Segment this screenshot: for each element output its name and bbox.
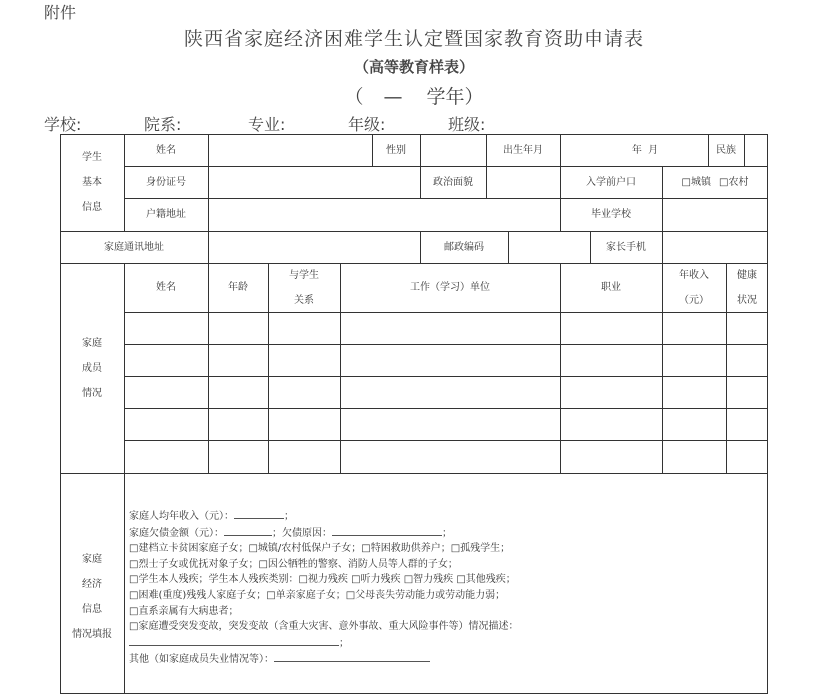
grid-line [124, 263, 125, 694]
col-health-header [726, 263, 768, 312]
form-subtitle: （高等教育样表） [353, 58, 474, 76]
econ-line-4[interactable]: □烈士子女或优抚对象子女；□因公牺牲的警察、消防人员等人群的子女； [129, 558, 458, 570]
econ-line-6[interactable]: □困难(重度)残残人家庭子女；□单亲家庭子女；□父母丧失劳动能力或劳动能力弱； [129, 589, 506, 601]
grid-line [124, 376, 768, 377]
family-l3: 情况 [82, 387, 102, 399]
hukou-type-options [662, 166, 768, 198]
ethnicity-label: 民族 [716, 144, 736, 156]
other-info-blank[interactable] [274, 651, 430, 662]
grid-line [486, 166, 487, 198]
grid-line [420, 134, 421, 166]
postcode-label: 邮政编码 [444, 241, 484, 253]
col-name-header: 姓名 [156, 282, 176, 293]
debt-amount-label: 家庭欠债金额（元）： [129, 527, 224, 539]
incident-description-blank[interactable] [129, 635, 339, 646]
econ-line-10 [129, 651, 518, 668]
econ-line-1-end: ； [284, 511, 294, 522]
econ-line-2 [129, 525, 518, 542]
gender-label: 性别 [386, 144, 406, 156]
name-label: 姓名 [156, 144, 176, 156]
family-section-label [60, 263, 124, 473]
col-job-header: 职业 [601, 282, 621, 293]
academic-year-line [0, 82, 828, 109]
col-health-l2: 状况 [737, 294, 757, 306]
debt-reason-blank[interactable] [332, 525, 442, 536]
grade-label: 年级: [348, 115, 386, 134]
hukou-address-label: 户籍地址 [146, 209, 186, 220]
grad-school-label: 毕业学校 [591, 209, 631, 220]
year-month-label: 年 月 [631, 144, 659, 156]
grid-line [124, 312, 768, 313]
class-label: 班级: [448, 115, 486, 134]
econ-line-9-end: ； [339, 637, 349, 649]
grid-line [208, 166, 209, 198]
form-title: 陕西省家庭经济困难学生认定暨国家教育资助申请表 [183, 28, 644, 50]
department-label: 院系: [144, 115, 182, 134]
col-health-l1: 健康 [737, 269, 757, 281]
grid-line [744, 134, 745, 166]
econ-line-2-end: ； [442, 527, 452, 539]
rural-checkbox[interactable]: □农村 [719, 176, 749, 188]
basic-l3: 信息 [82, 202, 102, 213]
economy-l1: 家庭 [82, 553, 102, 565]
debt-amount-blank[interactable] [224, 525, 272, 536]
basic-info-section-label [60, 134, 124, 231]
grid-line [124, 344, 768, 345]
other-info-label: 其他（如家庭成员失业情况等）： [129, 654, 274, 666]
economy-l4: 情况填报 [72, 628, 112, 640]
debt-reason-label: ；欠债原因： [272, 527, 332, 539]
col-work-header: 工作（学习）单位 [410, 282, 490, 293]
major-label: 专业: [248, 115, 286, 134]
pre-hukou-label: 入学前户口 [586, 176, 636, 188]
econ-line-7[interactable]: □直系亲属有大病患者； [129, 605, 239, 617]
econ-line-5[interactable]: □学生本人残疾；学生本人残疾类别：□视力残疾 □听力残疾 □智力残疾 □其他残疾； [129, 574, 516, 586]
grid-line [508, 231, 509, 263]
school-label: 学校: [44, 115, 82, 134]
year-open: （ [344, 86, 364, 108]
col-income-header [662, 263, 726, 312]
economy-section-label [60, 473, 124, 694]
family-l2: 成员 [82, 362, 102, 374]
econ-line-8[interactable]: □家庭遭受突发变故，突发变故（含重大灾害、意外事故、重大风险事件等）情况描述： [129, 621, 519, 633]
grid-line [124, 198, 768, 199]
family-l1: 家庭 [82, 337, 102, 349]
year-dash: — [383, 86, 403, 108]
political-label: 政治面貌 [433, 176, 473, 188]
grid-line [60, 473, 768, 474]
col-age-header: 年龄 [228, 282, 248, 293]
year-close: 学年） [426, 86, 484, 108]
id-number-label: 身份证号 [146, 176, 186, 188]
basic-l2: 基本 [82, 177, 102, 188]
econ-line-1 [129, 508, 518, 525]
grid-line [124, 440, 768, 441]
col-relation-header [268, 263, 340, 312]
basic-l1: 学生 [82, 152, 102, 163]
col-income-l1: 年收入 [679, 269, 709, 281]
per-capita-income-blank[interactable] [234, 508, 284, 519]
econ-line-3[interactable]: □建档立卡贫困家庭子女；□城镇/农村低保户子女；□特困救助供养户；□孤残学生； [129, 543, 511, 555]
economy-details [129, 508, 518, 668]
col-relation-l1: 与学生 [289, 269, 319, 281]
home-address-label: 家庭通讯地址 [104, 241, 164, 253]
col-relation-l2: 关系 [294, 294, 314, 306]
grid-line [124, 408, 768, 409]
grid-line [662, 198, 663, 231]
grid-line [208, 231, 209, 263]
grid-line [208, 198, 209, 231]
economy-l3: 信息 [82, 603, 102, 615]
econ-line-9 [129, 635, 518, 652]
economy-l2: 经济 [82, 578, 102, 590]
urban-checkbox[interactable]: □城镇 [681, 176, 711, 188]
grid-line [208, 134, 209, 166]
parent-phone-label: 家长手机 [606, 241, 646, 253]
attachment-label: 附件 [44, 3, 77, 22]
grid-line [560, 134, 561, 166]
col-income-l2: （元） [679, 294, 709, 306]
birth-label: 出生年月 [503, 144, 543, 156]
grid-line [662, 231, 663, 263]
per-capita-income-label: 家庭人均年收入（元）： [129, 511, 234, 522]
